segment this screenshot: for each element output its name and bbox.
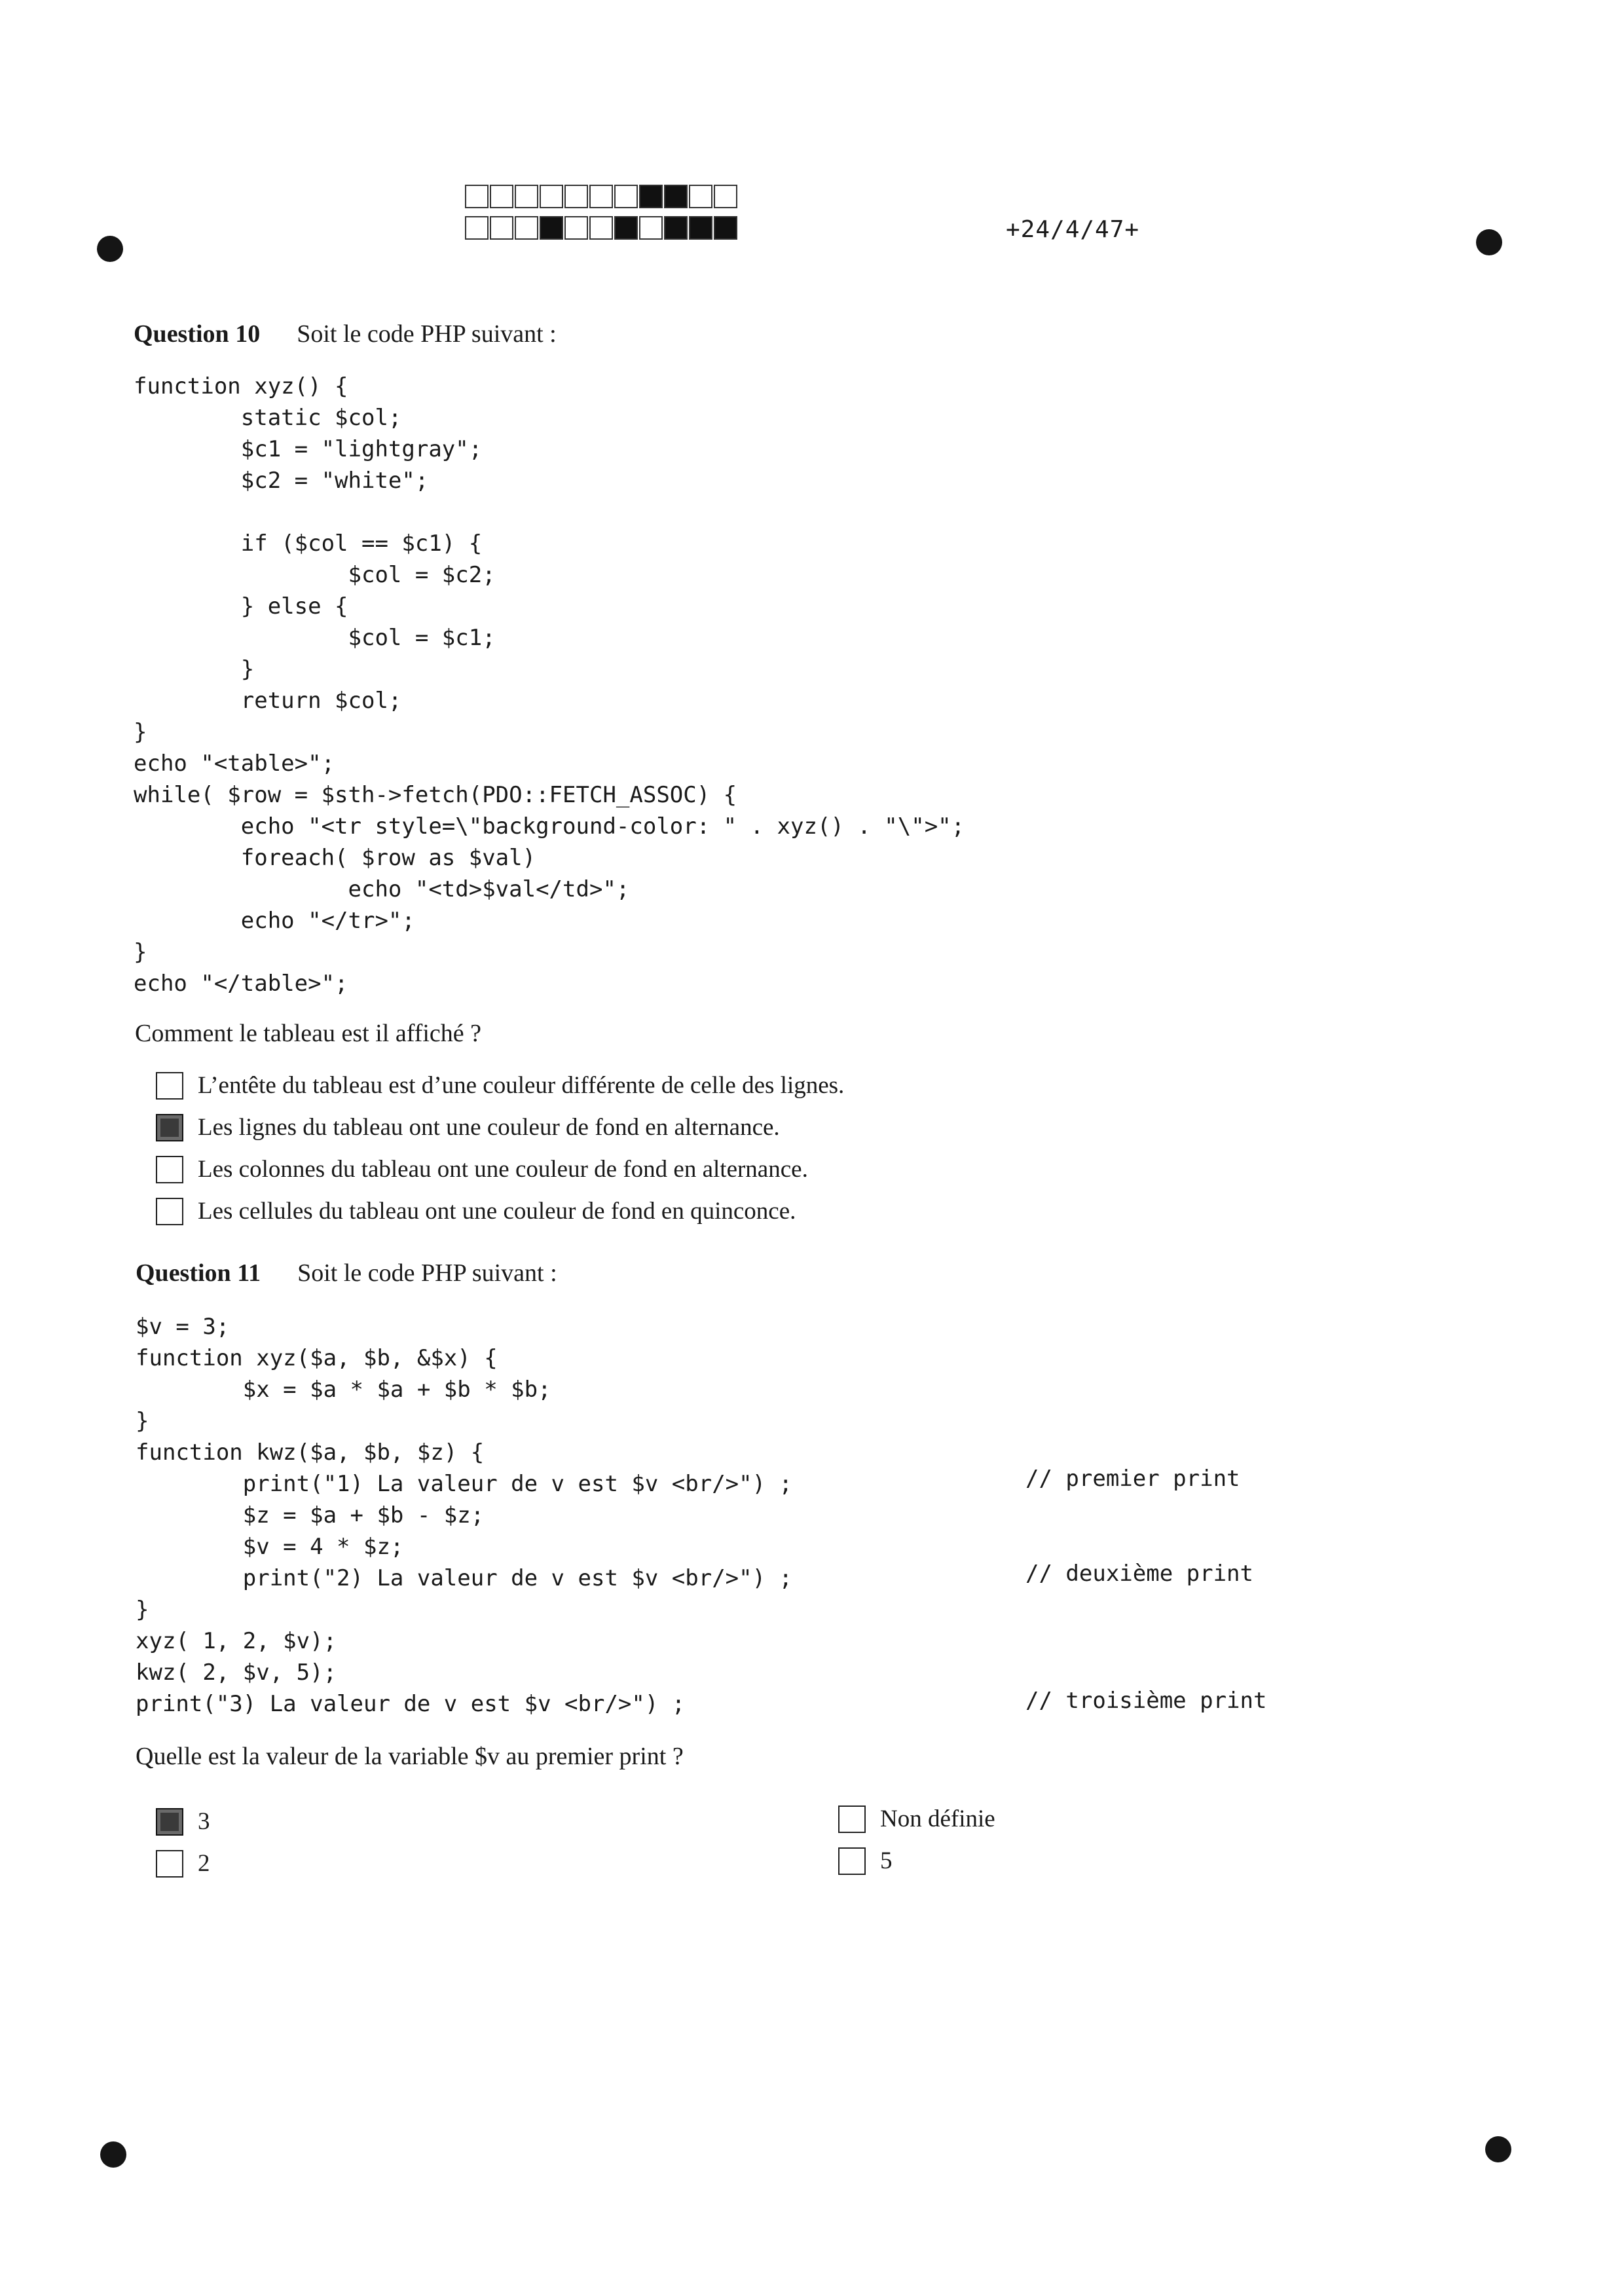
checkbox[interactable] bbox=[156, 1808, 183, 1836]
q10-option-4[interactable] bbox=[156, 1197, 796, 1225]
question-10-prompt: Comment le tableau est il affiché ? bbox=[135, 1020, 481, 1047]
question-11-code: $v = 3; function xyz($a, $b, &$x) { $x = $a * $a + $b * $b; } function kwz($a, $b, $z) { print("1) La valeur de v est $v <br/>") ; $z = $a + $b - $z; $v = 4 * $z; print("2) La valeur de v est $v <br/>") ; } xyz( 1, 2, $v); kwz( 2, $v, 5); print("3) La valeur de v est $v <br/>") ; bbox=[136, 1314, 793, 1717]
q10-option-1[interactable] bbox=[156, 1071, 844, 1100]
comment-premier-print: // premier print bbox=[1025, 1466, 1240, 1492]
barcode-cell bbox=[515, 216, 538, 240]
question-11-header bbox=[136, 1259, 557, 1287]
barcode-cell bbox=[664, 216, 688, 240]
option-label: Les colonnes du tableau ont une couleur de fond en alternance. bbox=[198, 1156, 808, 1183]
option-label: L’entête du tableau est d’une couleur différente de celle des lignes. bbox=[198, 1072, 845, 1099]
question-intro: Soit le code PHP suivant : bbox=[297, 320, 557, 348]
registration-mark-top-right bbox=[1476, 229, 1502, 255]
question-number: Question 10 bbox=[134, 320, 261, 348]
barcode-row-2 bbox=[465, 216, 739, 240]
exam-id: +24/4/47+ bbox=[1006, 216, 1140, 243]
checkbox[interactable] bbox=[838, 1805, 866, 1833]
barcode-cell bbox=[465, 216, 489, 240]
barcode-cell bbox=[490, 185, 513, 208]
barcode-cell bbox=[564, 216, 588, 240]
option-label: Non définie bbox=[880, 1805, 995, 1832]
question-10-header bbox=[134, 320, 557, 348]
q11-option-non-definie[interactable] bbox=[838, 1805, 995, 1833]
q11-option-3[interactable] bbox=[156, 1807, 210, 1836]
barcode-cell bbox=[490, 216, 513, 240]
q11-option-5[interactable] bbox=[838, 1847, 893, 1875]
barcode-cell bbox=[689, 185, 712, 208]
option-label: 2 bbox=[198, 1850, 210, 1877]
question-intro: Soit le code PHP suivant : bbox=[297, 1259, 557, 1287]
barcode-row-1 bbox=[465, 185, 739, 208]
registration-mark-bottom-right bbox=[1485, 2136, 1511, 2162]
barcode-cell bbox=[564, 185, 588, 208]
checkbox[interactable] bbox=[156, 1072, 183, 1100]
barcode-cell bbox=[540, 185, 563, 208]
barcode-cell bbox=[614, 185, 638, 208]
question-10-code: function xyz() { static $col; $c1 = "lightgray"; $c2 = "white"; if ($col == $c1) { $col = $c2; } else { $col = $c1; } return $col; } echo "<table>"; while( $row = $sth->fetch(PDO::FETCH_ASSOC) { echo "<tr style=\"background-color: " . xyz() . "\">"; foreach( $row as $val) echo "<td>$val</td>"; echo "</tr>"; } echo "</table>"; bbox=[134, 373, 965, 997]
barcode-cell bbox=[689, 216, 712, 240]
barcode-cell bbox=[589, 216, 613, 240]
registration-mark-bottom-left bbox=[100, 2141, 126, 2168]
question-number: Question 11 bbox=[136, 1259, 261, 1287]
comment-deuxieme-print: // deuxième print bbox=[1025, 1561, 1253, 1587]
question-11-prompt: Quelle est la valeur de la variable $v au premier print ? bbox=[136, 1743, 684, 1770]
q10-option-3[interactable] bbox=[156, 1155, 808, 1183]
barcode-cell bbox=[714, 216, 737, 240]
checkbox[interactable] bbox=[156, 1198, 183, 1225]
barcode-cell bbox=[664, 185, 688, 208]
barcode-cell bbox=[639, 185, 663, 208]
comment-troisieme-print: // troisième print bbox=[1025, 1688, 1267, 1714]
q10-option-2[interactable] bbox=[156, 1113, 780, 1141]
barcode-cell bbox=[714, 185, 737, 208]
barcode-cell bbox=[465, 185, 489, 208]
checkbox[interactable] bbox=[156, 1850, 183, 1878]
barcode-cell bbox=[589, 185, 613, 208]
option-label: Les cellules du tableau ont une couleur de fond en quinconce. bbox=[198, 1198, 796, 1225]
barcode-cell bbox=[639, 216, 663, 240]
q11-option-2[interactable] bbox=[156, 1849, 210, 1878]
checkbox[interactable] bbox=[838, 1847, 866, 1875]
checkbox[interactable] bbox=[156, 1156, 183, 1183]
barcode-cell bbox=[540, 216, 563, 240]
barcode-cell bbox=[515, 185, 538, 208]
option-label: 5 bbox=[880, 1847, 893, 1874]
checkbox[interactable] bbox=[156, 1114, 183, 1141]
option-label: Les lignes du tableau ont une couleur de fond en alternance. bbox=[198, 1114, 780, 1141]
option-label: 3 bbox=[198, 1808, 210, 1835]
registration-mark-top-left bbox=[97, 236, 123, 262]
barcode-cell bbox=[614, 216, 638, 240]
